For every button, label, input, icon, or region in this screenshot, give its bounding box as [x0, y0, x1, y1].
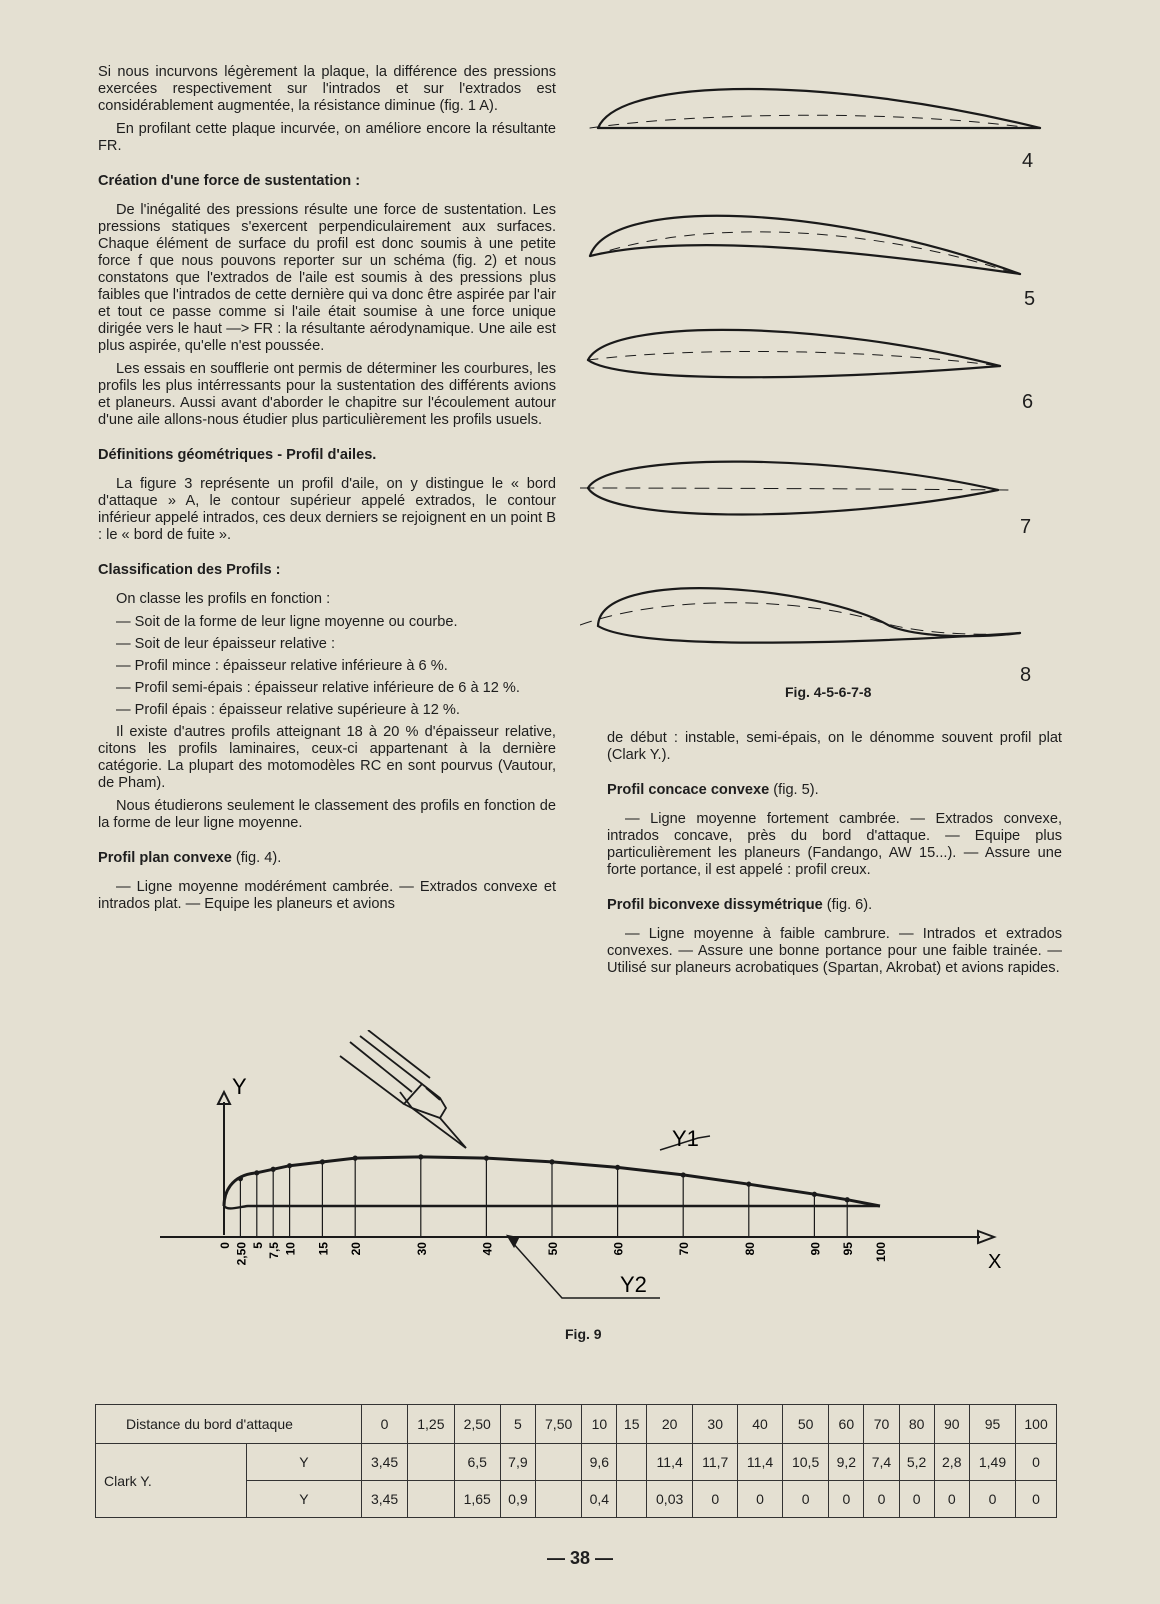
table-cell: 0 — [738, 1481, 783, 1518]
table-cell: 100 — [1016, 1405, 1057, 1444]
pencil-icon — [340, 1030, 466, 1148]
station-label: 80 — [742, 1242, 757, 1256]
station-label: 95 — [841, 1242, 856, 1256]
fig9-diagram — [150, 1030, 1030, 1320]
heading-text: Profil plan convexe — [98, 850, 232, 866]
profile-7 — [580, 462, 1010, 515]
table-cell: 30 — [693, 1405, 738, 1444]
list-item: — Soit de la forme de leur ligne moyenne ou courbe. — [116, 614, 458, 630]
section-heading — [607, 897, 1062, 914]
station-label: 0 — [218, 1242, 232, 1249]
table-cell: 6,5 — [454, 1444, 500, 1481]
paragraph: — Ligne moyenne à faible cambrure. — Intrados et extrados convexes. — Assure une bonne portance pour une faible trainée. — Utilisé sur planeurs acrobatiques (Spartan, Akrobat) et avions rapides. — [607, 926, 1062, 976]
table-cell: 10,5 — [782, 1444, 828, 1481]
paragraph: Il existe d'autres profils atteignant 18 à 20 % d'épaisseur relative, citons les profils laminaires, ceux-ci appartenant à la dernière catégorie. La plupart des motomodèles RC en sont pourvus (Vautour, de Pham). — [98, 724, 556, 791]
table-cell: 5 — [500, 1405, 535, 1444]
table-head-label: Distance du bord d'attaque — [96, 1405, 362, 1444]
station-label: 50 — [546, 1242, 560, 1256]
table-cell: 3,45 — [361, 1481, 407, 1518]
table-cell: 95 — [969, 1405, 1015, 1444]
table-cell: 1,65 — [454, 1481, 500, 1518]
upper-curve-label: Y1 — [672, 1126, 699, 1151]
table-cell: 0 — [934, 1481, 969, 1518]
classification-list — [98, 614, 556, 719]
table-cell: 0 — [1016, 1481, 1057, 1518]
x-axis-label: X — [988, 1251, 1002, 1273]
table-cell: 0 — [829, 1481, 864, 1518]
table-cell: 20 — [646, 1405, 692, 1444]
figure-caption: Fig. 9 — [565, 1326, 602, 1342]
table-cell: 0 — [782, 1481, 828, 1518]
profile-name-cell: Clark Y. — [96, 1444, 247, 1518]
table-cell: 0 — [899, 1481, 934, 1518]
list-item: — Profil mince : épaisseur relative inférieure à 6 %. — [116, 658, 448, 674]
list-item: — Profil semi-épais : épaisseur relative inférieure de 6 à 12 %. — [116, 680, 520, 696]
table-row — [96, 1444, 1057, 1481]
station-label: 2,50 — [234, 1242, 249, 1266]
table-cell: 7,4 — [864, 1444, 899, 1481]
y-axis-label: Y — [232, 1074, 247, 1099]
table-cell: 9,2 — [829, 1444, 864, 1481]
table-cell: 0 — [693, 1481, 738, 1518]
right-column — [607, 730, 1062, 983]
station-label: 60 — [611, 1242, 626, 1256]
station-label: 70 — [677, 1242, 692, 1256]
station-label: 90 — [808, 1242, 823, 1256]
section-heading — [607, 782, 1062, 799]
station-label: 5 — [250, 1242, 265, 1249]
paragraph: — Ligne moyenne fortement cambrée. — Extrados convexe, intrados concave, près du bord d'attaque. — Equipe plus particulièrement les planeurs (Fandango, AW 15...). — Assure une forte portance, il est appelé : profil creux. — [607, 811, 1062, 878]
table-cell: 80 — [899, 1405, 934, 1444]
figure-reference: (fig. 6). — [822, 897, 873, 913]
table-cell: 70 — [864, 1405, 899, 1444]
profile-number: 4 — [1022, 150, 1034, 172]
profile-number: 7 — [1020, 516, 1032, 538]
station-label: 30 — [414, 1242, 429, 1256]
table-cell — [535, 1444, 581, 1481]
section-heading: Classification des Profils : — [98, 562, 281, 578]
table-cell: 7,50 — [535, 1405, 581, 1444]
table-cell: 2,50 — [454, 1405, 500, 1444]
table-header-row — [96, 1405, 1057, 1444]
table-cell: 0 — [864, 1481, 899, 1518]
table-cell: 11,7 — [693, 1444, 738, 1481]
table-cell: 60 — [829, 1405, 864, 1444]
table-cell: 3,45 — [361, 1444, 407, 1481]
coordinates-table — [95, 1404, 1057, 1518]
table-cell: 11,4 — [646, 1444, 692, 1481]
row-label-cell: Y — [247, 1444, 362, 1481]
station-label: 20 — [349, 1242, 364, 1256]
profile-number: 6 — [1022, 391, 1034, 413]
table-cell — [617, 1444, 647, 1481]
figure-reference: (fig. 4). — [231, 850, 282, 866]
station-label: 10 — [283, 1242, 298, 1256]
table-cell: 9,6 — [582, 1444, 617, 1481]
profiles-figure — [580, 66, 1060, 706]
profile-6 — [588, 330, 1000, 377]
table-cell — [617, 1481, 647, 1518]
table-cell: 1,49 — [969, 1444, 1015, 1481]
table-cell: 0,03 — [646, 1481, 692, 1518]
table-cell: 50 — [782, 1405, 828, 1444]
table-cell — [535, 1481, 581, 1518]
table-cell: 0,4 — [582, 1481, 617, 1518]
profile-number: 5 — [1024, 288, 1036, 310]
table-cell: 0 — [1016, 1444, 1057, 1481]
table-cell: 0 — [969, 1481, 1015, 1518]
section-heading — [98, 850, 556, 867]
station-label: 100 — [874, 1242, 888, 1263]
section-heading: Création d'une force de sustentation : — [98, 173, 361, 189]
profile-8 — [580, 588, 1020, 643]
table-cell — [408, 1444, 454, 1481]
paragraph: Les essais en soufflerie ont permis de déterminer les courbures, les profils les plus intérressants pour la sustentation des différents avions et planeurs. Aussi avant d'aborder le chapitre sur l'écoulement autour d'une aile allons-nous étudier plus particulièrement les profils usuels. — [98, 361, 556, 428]
table-cell: 11,4 — [738, 1444, 783, 1481]
table-cell: 40 — [738, 1405, 783, 1444]
table-cell: 5,2 — [899, 1444, 934, 1481]
paragraph: — Ligne moyenne modérément cambrée. — Extrados convexe et intrados plat. — Equipe les planeurs et avions — [98, 879, 556, 912]
table-cell: 0 — [361, 1405, 407, 1444]
profile-4 — [590, 89, 1040, 128]
list-item: — Soit de leur épaisseur relative : — [116, 636, 336, 652]
table-cell: 15 — [617, 1405, 647, 1444]
profile-number: 8 — [1020, 664, 1032, 686]
figure-reference: (fig. 5). — [769, 782, 819, 798]
station-label: 40 — [480, 1242, 495, 1256]
paragraph: On classe les profils en fonction : — [116, 591, 331, 607]
list-item: — Profil épais : épaisseur relative supérieure à 12 %. — [116, 702, 460, 718]
table-cell: 7,9 — [500, 1444, 535, 1481]
figure-caption: Fig. 4-5-6-7-8 — [785, 684, 872, 700]
paragraph: Nous étudierons seulement le classement des profils en fonction de la forme de leur ligne moyenne. — [98, 798, 556, 831]
table-cell: 2,8 — [934, 1444, 969, 1481]
table-cell — [408, 1481, 454, 1518]
table-cell: 1,25 — [408, 1405, 454, 1444]
paragraph: Si nous incurvons légèrement la plaque, la différence des pressions exercées respectivement sur l'intrados et sur l'extrados est considérablement augmentée, la résistance diminue (fig. 1 A). — [98, 64, 556, 114]
station-label: 7,5 — [267, 1242, 282, 1259]
table-cell: 10 — [582, 1405, 617, 1444]
profile-5 — [590, 216, 1020, 274]
paragraph: La figure 3 représente un profil d'aile, on y distingue le « bord d'attaque » A, le contour supérieur appelé extrados, le contour inférieur appelé intrados, ces deux derniers se rejoignent en un point B : le « bord de fuite ». — [98, 476, 556, 543]
paragraph: En profilant cette plaque incurvée, on améliore encore la résultante FR. — [98, 121, 556, 154]
table-cell: 0,9 — [500, 1481, 535, 1518]
section-heading: Définitions géométriques - Profil d'ailes. — [98, 447, 377, 463]
station-label: 15 — [316, 1242, 331, 1256]
page-number: — 38 — — [546, 1548, 614, 1568]
x-axis-arrow — [978, 1231, 994, 1243]
table-cell: 90 — [934, 1405, 969, 1444]
paragraph: De l'inégalité des pressions résulte une force de sustentation. Les pressions statiques s'exercent perpendiculairement aux surfaces. Chaque élément de surface du profil est donc soumis à une petite force f que nous pouvons reporter sur un schéma (fig. 2) et nous constatons que l'extrados de l'aile est soumis à des pressions plus faibles que l'intrados de cette dernière qui va donc être aspirée par l'air et tout ce passe comme si l'aile était soumise à une force unique dirigée vers le haut —> FR : la résultante aérodynamique. Une aile est plus aspirée, qu'elle n'est poussée. — [98, 202, 556, 354]
clark-y-table — [95, 1404, 1057, 1518]
lower-curve-label: Y2 — [620, 1272, 647, 1297]
paragraph: de début : instable, semi-épais, on le dénomme souvent profil plat (Clark Y.). — [607, 730, 1062, 763]
heading-text: Profil biconvexe dissymétrique — [607, 897, 823, 913]
row-label-cell: Y — [247, 1481, 362, 1518]
heading-text: Profil concace convexe — [607, 782, 770, 798]
left-column — [98, 64, 556, 919]
